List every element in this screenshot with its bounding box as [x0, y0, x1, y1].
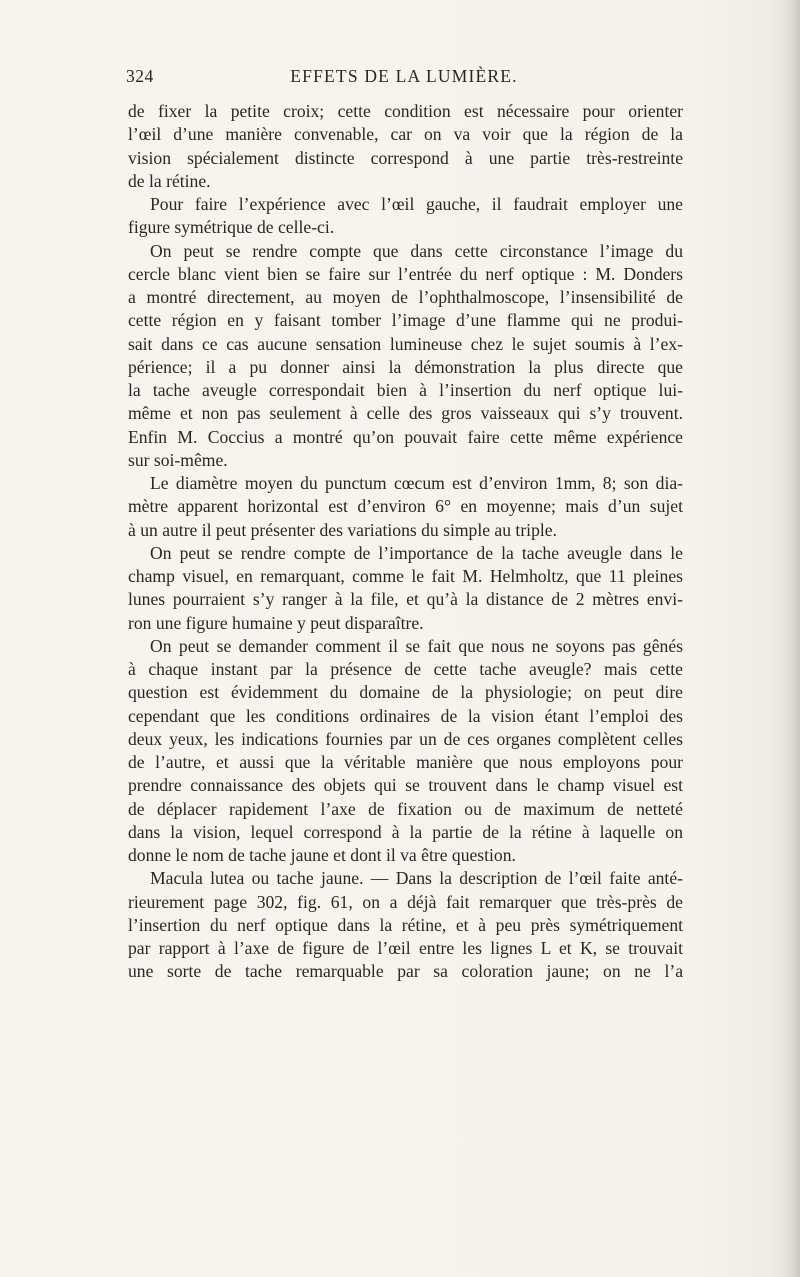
text-line: rieurement page 302, fig. 61, on a déjà fait remarquer que très-près de — [128, 891, 683, 912]
text-line: Le diamètre moyen du punctum cœcum est d’environ 1mm, 8; son dia- — [150, 473, 683, 493]
text-line: l’insertion du nerf optique dans la rétine, et à peu près symétriquement — [128, 914, 683, 935]
text-line: ron une figure humaine y peut disparaître. — [128, 612, 424, 633]
text-line: de la rétine. — [128, 170, 211, 191]
text-line: deux yeux, les indications fournies par un de ces organes complètent celles — [128, 728, 683, 749]
text-line: prendre connaissance des objets qui se trouvent dans le champ visuel est — [128, 775, 683, 796]
running-head — [126, 66, 682, 92]
text-line: à chaque instant par la présence de cette tache aveugle? mais cette — [128, 659, 683, 679]
text-line: de déplacer rapidement l’axe de fixation ou de maximum de netteté — [128, 798, 683, 819]
text-line: vision spécialement distincte correspond à une partie très-restreinte — [128, 147, 683, 168]
text-line: On peut se rendre compte de l’importance de la tache aveugle dans le — [150, 542, 683, 563]
text-line: l’œil d’une manière convenable, car on va voir que la région de la — [128, 124, 683, 145]
text-line: cercle blanc vient bien se faire sur l’entrée du nerf optique : M. Donders — [128, 263, 683, 284]
text-line: Enfin M. Coccius a montré qu’on pouvait faire cette même expérience — [128, 426, 683, 447]
text-line: la tache aveugle correspondait bien à l’insertion du nerf optique lui- — [128, 380, 683, 400]
text-line: par rapport à l’axe de figure de l’œil entre les lignes L et K, se trouvait — [128, 938, 683, 958]
text-line: mètre apparent horizontal est d’environ 6° en moyenne; mais d’un sujet — [128, 496, 683, 517]
text-line: figure symétrique de celle-ci. — [128, 217, 335, 238]
text-line: On peut se demander comment il se fait que nous ne soyons pas gênés — [150, 635, 683, 656]
text-line: a montré directement, au moyen de l’ophthalmoscope, l’insensibilité de — [128, 287, 683, 307]
text-line: sur soi-même. — [128, 449, 228, 470]
text-line: même et non pas seulement à celle des gros vaisseaux qui s’y trouvent. — [128, 403, 683, 424]
text-line: question est évidemment du domaine de la physiologie; on peut dire — [128, 682, 683, 703]
text-line: une sorte de tache remarquable par sa coloration jaune; on ne l’a — [128, 961, 683, 982]
running-title: EFFETS DE LA LUMIÈRE. — [290, 66, 518, 86]
text-line: de fixer la petite croix; cette condition est nécessaire pour orienter — [128, 101, 683, 121]
text-line: lunes pourraient s’y ranger à la file, et qu’à la distance de 2 mètres envi- — [128, 589, 683, 610]
text-line: à un autre il peut présenter des variations du simple au triple. — [128, 519, 557, 540]
text-line: champ visuel, en remarquant, comme le fait M. Helmholtz, que 11 pleines — [128, 566, 683, 586]
body-text — [128, 100, 683, 984]
page-edge-shadow — [782, 0, 800, 1277]
text-line: cependant que les conditions ordinaires de la vision étant l’emploi des — [128, 705, 683, 726]
text-line: dans la vision, lequel correspond à la partie de la rétine à laquelle on — [128, 821, 683, 842]
page-number: 324 — [126, 66, 154, 86]
text-line: donne le nom de tache jaune et dont il va être question. — [128, 845, 516, 865]
text-line: sait dans ce cas aucune sensation lumineuse chez le sujet soumis à l’ex- — [128, 333, 683, 354]
text-line: cette région en y faisant tomber l’image d’une flamme qui ne produi- — [128, 310, 683, 331]
text-line: périence; il a pu donner ainsi la démonstration la plus directe que — [128, 356, 683, 377]
text-line: de l’autre, et aussi que la véritable manière que nous employons pour — [128, 752, 683, 772]
text-line: Macula lutea ou tache jaune. — Dans la description de l’œil faite anté- — [150, 868, 683, 889]
text-line: On peut se rendre compte que dans cette circonstance l’image du — [150, 240, 683, 261]
text-line: Pour faire l’expérience avec l’œil gauche, il faudrait employer une — [150, 194, 683, 214]
